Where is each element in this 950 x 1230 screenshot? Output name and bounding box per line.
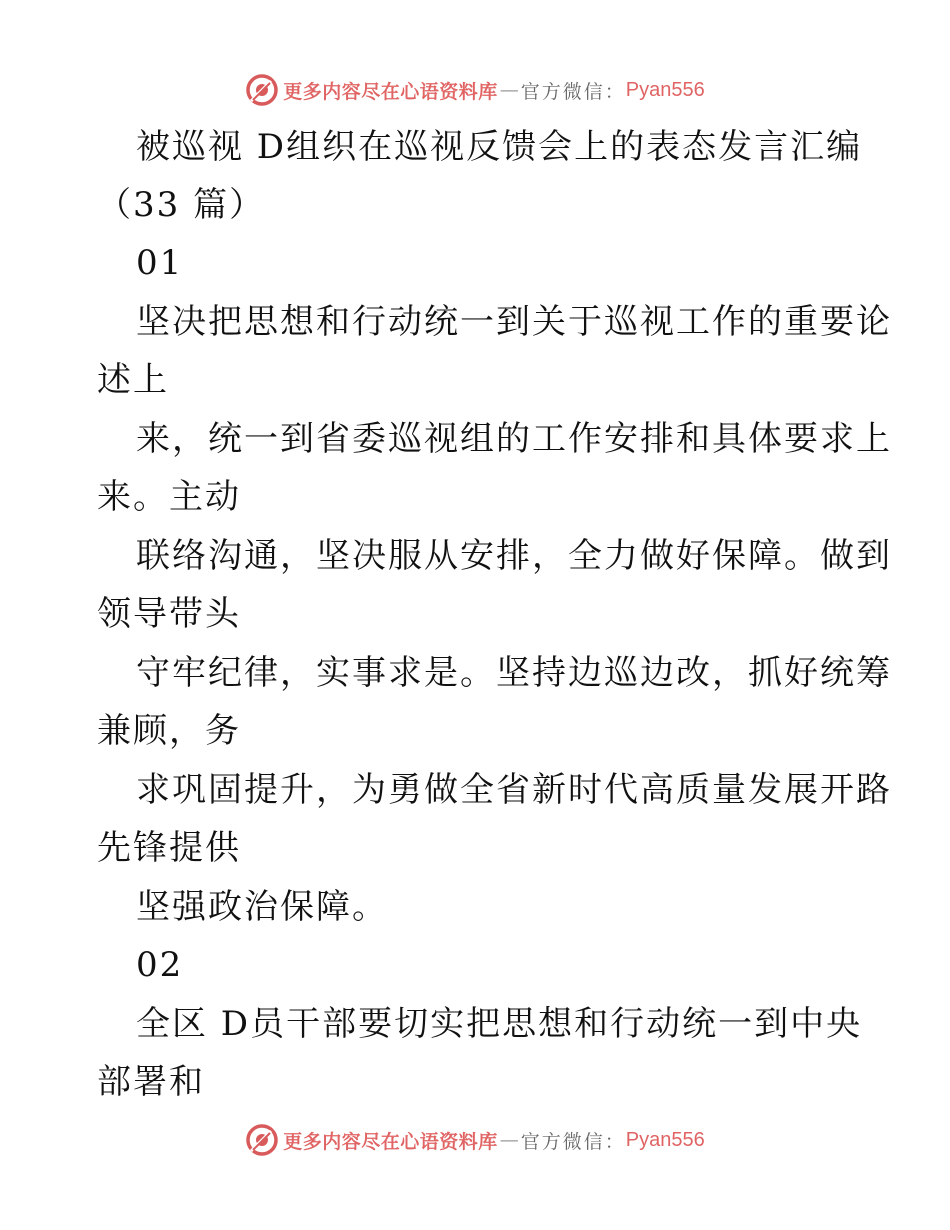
paragraph-line: 守牢纪律，实事求是。坚持边巡边改，抓好统筹 [136,653,892,693]
paragraph-line: 来，统一到省委巡视组的工作安排和具体要求上 [136,419,892,459]
paragraph-line: 部署和 [97,1062,205,1102]
watermark-official-text: 官方微信： [520,80,626,103]
pen-logo-icon [245,1123,279,1157]
pen-logo-icon [245,73,279,107]
watermark-dash: — [499,79,519,101]
watermark-banner-bottom [0,1120,950,1160]
paragraph-line: 先锋提供 [97,828,241,868]
watermark-main-text: 更多内容尽在心语资料库 [283,80,498,103]
watermark-dash: — [499,1129,519,1151]
paragraph-line: 坚决把思想和行动统一到关于巡视工作的重要论 [136,302,892,342]
paragraph-line: 求巩固提升，为勇做全省新时代高质量发展开路 [136,770,892,810]
watermark-official-text: 官方微信： [520,1130,626,1153]
paragraph-line: 全区 D员干部要切实把思想和行动统一到中央 [136,1004,863,1044]
watermark-wechat-id: Pyan556 [625,78,705,101]
paragraph-line: 联络沟通，坚决服从安排，全力做好保障。做到 [136,536,892,576]
document-title-line-1: 被巡视 D组织在巡视反馈会上的表态发言汇编 [136,127,863,167]
watermark-banner-top [0,70,950,110]
watermark-wechat-id: Pyan556 [625,1128,705,1151]
paragraph-line: 来。主动 [97,477,241,517]
paragraph-line: 坚强政治保障。 [136,887,388,927]
paragraph-line: 领导带头 [97,594,241,634]
paragraph-line: 兼顾，务 [97,711,241,751]
watermark-main-text: 更多内容尽在心语资料库 [283,1130,498,1153]
paragraph-line: 述上 [97,360,169,400]
section-number-01: 01 [136,243,184,283]
document-title-line-2: （33 篇） [97,185,266,225]
section-number-02: 02 [136,945,184,985]
